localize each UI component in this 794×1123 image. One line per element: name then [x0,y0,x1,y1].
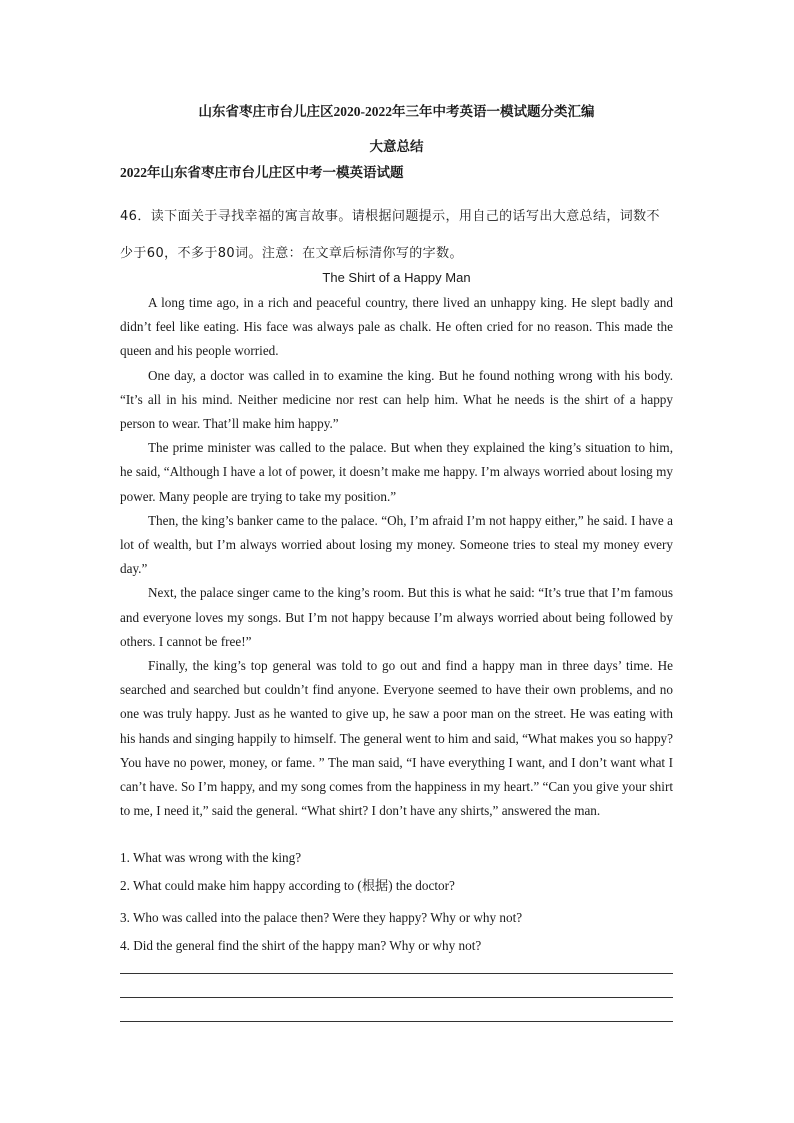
answer-line[interactable] [120,973,673,974]
story-title: The Shirt of a Happy Man [322,270,471,285]
story-paragraph: One day, a doctor was called in to examine the king. But he found nothing wrong with his body. “It’s all in his mind. Neither medicine nor rest can help him. What he needs is the shirt of a happy person to wear. That’ll make him happy.” [120,367,673,432]
answer-line[interactable] [120,1021,673,1022]
main-title: 山东省枣庄市台儿庄区2020-2022年三年中考英语一模试题分类汇编 [198,104,595,119]
exam-title: 2022年山东省枣庄市台儿庄区中考一模英语试题 [120,165,404,180]
question-item: 1. What was wrong with the king? [120,850,302,865]
answer-line[interactable] [120,997,673,998]
story-paragraph: Finally, the king’s top general was told to go out and find a happy man in three days’ time. He searched and searched but couldn’t find anyone. Everyone seemed to have their own problems, and no one was truly happy. Just as he wanted to give up, he saw a poor man on the street. He was eating with his hands and singing happily to himself. The general went to him and said, “What makes you so happy? You have no power, money, or fame. ” The man said, “I have everything I want, and I don’t want what I can’t have. So I’m happy, and my song comes from the happiness in my heart.” “Can you give your shirt to me, I need it,” said the general. “What shirt? I don’t have any shirts,” answered the man. [120,658,673,819]
question-item: 3. Who was called into the palace then? Were they happy? Why or why not? [120,910,523,925]
story-paragraph: A long time ago, in a rich and peaceful country, there lived an unhappy king. He slept badly and didn’t feel like eating. His face was always pale as chalk. He often cried for no reason. This made the queen and his people worried. [120,295,673,359]
task-instruction: 46．读下面关于寻找幸福的寓言故事。请根据问题提示，用自己的话写出大意总结，词数不少于60，不多于80词。注意：在文章后标清你写的字数。 [120,209,660,261]
question-item: 2. What could make him happy according to (根据) the doctor? [120,878,455,893]
question-list [120,846,673,962]
story-body [120,291,673,823]
story-paragraph: The prime minister was called to the palace. But when they explained the king’s situation to him, he said, “Although I have a lot of power, it doesn’t make me happy. I’m always worried about losing my power. Many people are trying to take my position.” [120,440,673,504]
story-paragraph: Next, the palace singer came to the king’s room. But this is what he said: “It’s true that I’m famous and everyone loves my songs. But I’m not happy because I’m always worried about being followed by others. I cannot be free!” [120,585,673,649]
section-title: 大意总结 [369,139,424,154]
story-paragraph: Then, the king’s banker came to the palace. “Oh, I’m afraid I’m not happy either,” he said. I have a lot of wealth, but I’m always worried about losing my money. Someone tries to steal my money every day.” [120,512,673,577]
question-item: 4. Did the general find the shirt of the happy man? Why or why not? [120,938,482,953]
